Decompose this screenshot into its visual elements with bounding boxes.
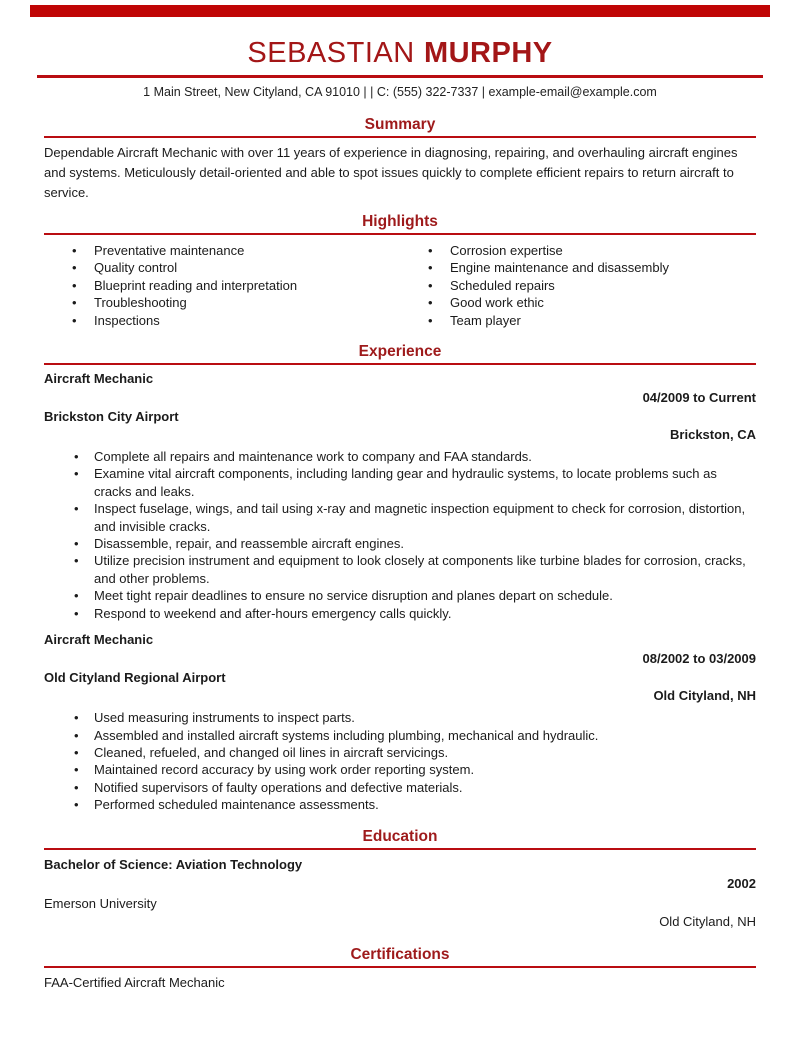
highlight-label: Preventative maintenance (94, 243, 245, 258)
duty-text: Inspect fuselage, wings, and tail using x-ray and magnetic inspection equipment to check for corrosion, distortion, and invisible cracks. (94, 501, 746, 534)
bullet-icon: • (74, 466, 79, 482)
list-item (44, 312, 400, 329)
degree-field: : Aviation Technology (168, 856, 303, 872)
bullet-icon: • (74, 779, 79, 795)
section-certifications (44, 946, 756, 990)
education-year: 2002 (727, 875, 756, 891)
bullet-icon: • (74, 762, 79, 778)
highlights-columns (44, 242, 756, 329)
highlights-left-column (44, 242, 400, 329)
duty-text: Meet tight repair deadlines to ensure no service disruption and planes depart on schedule. (94, 588, 613, 604)
list-item (44, 727, 756, 744)
degree-name: Bachelor of Science (44, 856, 169, 872)
section-highlights (44, 213, 756, 329)
highlight-label: Blueprint reading and interpretation (94, 277, 298, 293)
first-name: SEBASTIAN (247, 37, 415, 69)
duty-text: Cleaned, refueled, and changed oil lines in aircraft servicings. (94, 744, 449, 760)
certification-item: FAA-Certified Aircraft Mechanic (44, 974, 225, 990)
list-item (44, 587, 756, 604)
list-item (44, 465, 756, 500)
bullet-icon: • (74, 744, 79, 760)
job-entry (44, 371, 756, 622)
highlights-right-column (400, 242, 756, 329)
bullet-icon: • (74, 536, 79, 552)
list-item (44, 605, 756, 622)
bullet-icon: • (74, 710, 79, 726)
experience-rule (44, 363, 756, 365)
top-accent-bar (30, 5, 770, 17)
list-item (44, 242, 400, 259)
bullet-icon: • (72, 295, 77, 311)
job-duties-list (44, 709, 756, 813)
education-school: Emerson University (44, 895, 157, 911)
bullet-icon: • (428, 277, 433, 293)
bullet-icon: • (72, 260, 77, 276)
list-item (44, 709, 756, 726)
bullet-icon: • (428, 260, 433, 276)
job-company: Old Cityland Regional Airport (44, 670, 226, 686)
resume-body (44, 116, 756, 990)
job-entry (44, 632, 756, 813)
highlight-label: Engine maintenance and disassembly (450, 260, 669, 276)
highlight-label: Quality control (94, 260, 178, 276)
bullet-icon: • (428, 295, 433, 311)
job-dates: 04/2009 to Current (642, 390, 756, 406)
list-item (400, 312, 756, 329)
summary-paragraph: Dependable Aircraft Mechanic with over 11 years of experience in diagnosing, repairing, and overhauling aircraft engines and systems. Meticulously detail-oriented and able to spot issues quickly to complete efficient repairs to return aircraft to service. (44, 145, 738, 200)
bullet-icon: • (72, 243, 77, 258)
section-experience (44, 343, 756, 814)
summary-rule (44, 136, 756, 138)
job-duties-list (44, 448, 756, 622)
duty-text: Respond to weekend and after-hours emergency calls quickly. (94, 605, 452, 621)
duty-text: Used measuring instruments to inspect parts. (94, 710, 355, 726)
duty-text: Utilize precision instrument and equipment to look closely at components like turbine blades for corrosion, cracks, and other problems. (94, 553, 746, 586)
highlight-label: Team player (450, 312, 521, 328)
highlight-label: Scheduled repairs (450, 277, 555, 293)
list-item (44, 744, 756, 761)
bullet-icon: • (74, 605, 79, 621)
list-item (400, 277, 756, 294)
certifications-rule (44, 966, 756, 968)
list-item (44, 796, 756, 813)
duty-text: Assembled and installed aircraft systems including plumbing, mechanical and hydraulic. (94, 727, 599, 743)
header-divider-rule (37, 75, 763, 78)
duty-text: Maintained record accuracy by using work order reporting system. (94, 762, 475, 778)
last-name: MURPHY (423, 37, 553, 69)
job-dates: 08/2002 to 03/2009 (642, 651, 756, 667)
education-location: Old Cityland, NH (659, 913, 756, 929)
bullet-icon: • (74, 553, 79, 569)
job-title: Aircraft Mechanic (44, 371, 154, 387)
list-item (44, 259, 400, 276)
section-summary (44, 116, 756, 203)
bullet-icon: • (74, 727, 79, 743)
list-item (400, 259, 756, 276)
job-location: Brickston, CA (670, 427, 756, 443)
highlights-list-right (400, 242, 756, 329)
education-degree (44, 857, 756, 872)
list-item (44, 535, 756, 552)
experience-heading: Experience (358, 343, 442, 361)
bullet-icon: • (74, 501, 79, 517)
job-location: Old Cityland, NH (653, 688, 756, 704)
candidate-name (0, 38, 800, 68)
certifications-heading: Certifications (350, 945, 450, 963)
bullet-icon: • (74, 797, 79, 813)
education-heading: Education (362, 827, 438, 845)
highlight-label: Inspections (94, 312, 160, 328)
duty-text: Disassemble, repair, and reassemble aircraft engines. (94, 536, 404, 552)
list-item (400, 294, 756, 311)
list-item (400, 242, 756, 259)
list-item (44, 294, 400, 311)
list-item (44, 277, 400, 294)
highlights-rule (44, 233, 756, 235)
duty-text: Performed scheduled maintenance assessments. (94, 797, 379, 813)
job-company: Brickston City Airport (44, 409, 179, 425)
bullet-icon: • (74, 588, 79, 604)
highlight-label: Good work ethic (450, 295, 544, 311)
duty-text: Examine vital aircraft components, including landing gear and hydraulic systems, to locate problems such as cracks and leaks. (94, 466, 717, 499)
list-item (44, 552, 756, 587)
highlights-list-left (44, 242, 400, 329)
list-item (44, 500, 756, 535)
highlights-heading: Highlights (362, 213, 438, 230)
duty-text: Notified supervisors of faulty operations and defective materials. (94, 779, 463, 795)
list-item (44, 448, 756, 465)
list-item (44, 779, 756, 796)
contact-info: 1 Main Street, New Cityland, CA 91010 | | C: (555) 322-7337 | example-email@example.com (143, 85, 657, 99)
bullet-icon: • (74, 449, 79, 465)
highlight-label: Troubleshooting (94, 295, 187, 311)
bullet-icon: • (428, 243, 433, 258)
list-item (44, 761, 756, 778)
highlight-label: Corrosion expertise (450, 243, 563, 258)
resume-page (0, 5, 800, 1040)
bullet-icon: • (428, 312, 433, 328)
bullet-icon: • (72, 277, 77, 293)
education-rule (44, 848, 756, 850)
section-education (44, 828, 756, 929)
job-title: Aircraft Mechanic (44, 632, 154, 648)
duty-text: Complete all repairs and maintenance work to company and FAA standards. (94, 449, 532, 465)
bullet-icon: • (72, 312, 77, 328)
summary-heading: Summary (364, 116, 436, 133)
